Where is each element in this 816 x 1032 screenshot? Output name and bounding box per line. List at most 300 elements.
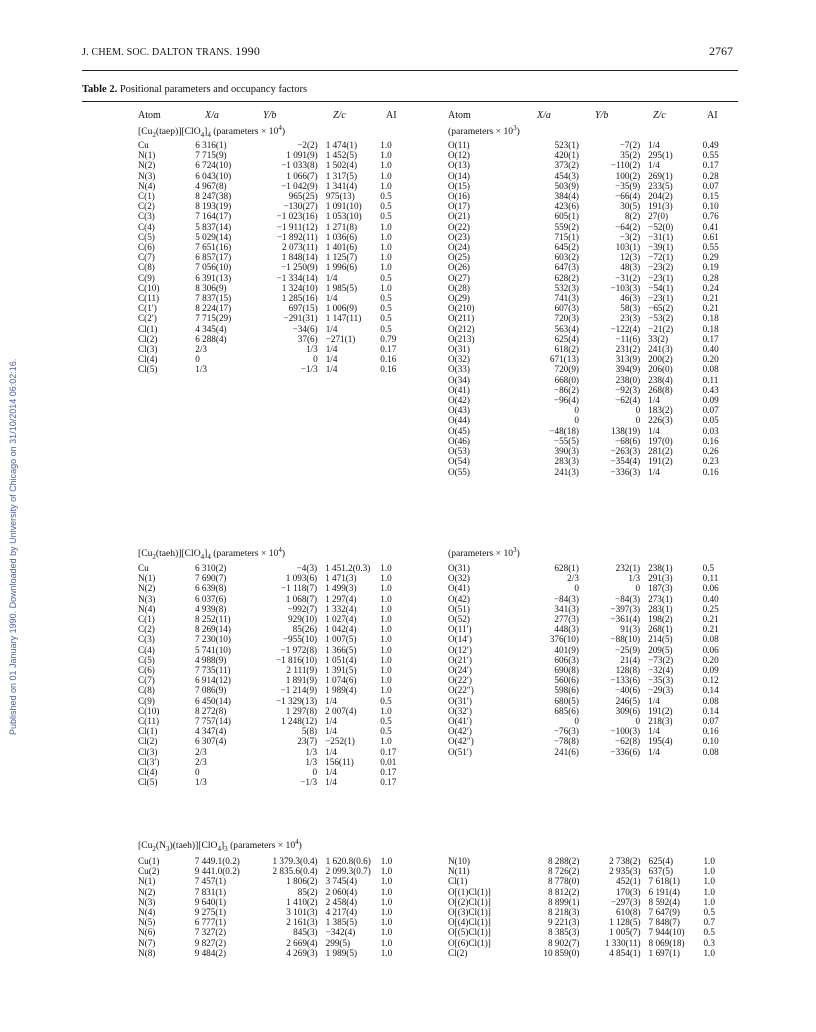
x-cell: 6 310(2) bbox=[194, 563, 227, 573]
atom-cell: N(4) bbox=[138, 180, 156, 191]
ai-cell: 0.08 bbox=[702, 364, 719, 375]
x-cell: 606(3) bbox=[554, 654, 579, 665]
z-cell: 241(3) bbox=[648, 344, 673, 355]
x-cell: 6 639(8) bbox=[194, 583, 227, 594]
table-row bbox=[448, 446, 724, 456]
ai-cell: 0.06 bbox=[702, 644, 719, 655]
section-title-taep-right bbox=[448, 124, 520, 137]
x-cell: 454(3) bbox=[554, 170, 579, 181]
z-cell: 1/4 bbox=[325, 293, 338, 304]
ai-cell: 0.61 bbox=[702, 231, 719, 242]
x-cell: 7 056(10) bbox=[195, 262, 232, 273]
y-cell: −66(4) bbox=[615, 191, 641, 202]
table-caption-text: Positional parameters and occupancy factors bbox=[119, 84, 308, 95]
x-cell: 559(2) bbox=[554, 221, 579, 232]
table-row bbox=[448, 573, 724, 583]
atom-cell: O(44) bbox=[448, 415, 470, 426]
x-cell: 628(2) bbox=[554, 272, 579, 283]
table-row bbox=[138, 887, 400, 897]
x-cell: 6 724(10) bbox=[195, 160, 232, 171]
z-cell: 1 474(1) bbox=[325, 140, 358, 150]
title-sup: 3 bbox=[513, 124, 517, 132]
table-row bbox=[448, 262, 724, 272]
z-cell: 1 036(6) bbox=[325, 231, 358, 242]
table-row bbox=[138, 614, 400, 624]
z-cell: 6 191(4) bbox=[648, 886, 680, 897]
z-cell: 1/4 bbox=[648, 425, 660, 436]
atom-cell: C(6) bbox=[138, 242, 155, 253]
z-cell: 273(1) bbox=[648, 593, 673, 604]
atom-cell: O(54) bbox=[448, 456, 470, 467]
z-cell: 291(3) bbox=[648, 573, 673, 584]
y-cell: −4(3) bbox=[296, 563, 318, 573]
z-cell: 8 069(18) bbox=[648, 937, 685, 948]
y-cell: 138(19) bbox=[611, 425, 641, 436]
table-row bbox=[138, 334, 400, 344]
table-row bbox=[138, 726, 400, 736]
atom-cell: O(32) bbox=[448, 354, 470, 365]
ai-cell: 0.17 bbox=[702, 333, 719, 344]
y-cell: −34(6) bbox=[292, 323, 318, 334]
x-cell: 2/3 bbox=[194, 746, 207, 757]
atom-cell: C(4) bbox=[138, 644, 155, 655]
x-cell: 8 247(38) bbox=[195, 191, 232, 202]
table-row bbox=[138, 757, 400, 767]
x-cell: 7 757(14) bbox=[194, 716, 231, 727]
atom-cell: Cu(1) bbox=[138, 856, 160, 866]
table-row bbox=[138, 948, 400, 958]
table-row bbox=[448, 856, 724, 866]
x-cell: 645(2) bbox=[554, 242, 579, 253]
ai-cell: 0.40 bbox=[702, 593, 719, 604]
col-ai-right: AI bbox=[707, 110, 718, 121]
z-cell: 198(2) bbox=[648, 614, 673, 625]
x-cell: 605(1) bbox=[554, 211, 579, 222]
running-header bbox=[82, 44, 260, 59]
title-part: )(taeh)][ClO bbox=[169, 840, 218, 852]
atom-cell: Cu bbox=[138, 563, 149, 573]
x-cell: 4 347(4) bbox=[194, 726, 227, 737]
ai-cell: 1.0 bbox=[703, 876, 715, 887]
title-part: (taeh)][ClO bbox=[155, 548, 201, 560]
atom-cell: O(11′) bbox=[448, 624, 472, 635]
z-cell: 1 385(5) bbox=[325, 917, 358, 928]
ai-cell: 0.5 bbox=[703, 927, 715, 938]
x-cell: 6 857(17) bbox=[195, 252, 232, 263]
table-row bbox=[448, 456, 724, 466]
z-cell: 1 697(1) bbox=[648, 947, 680, 958]
ai-cell: 0.08 bbox=[702, 746, 719, 757]
y-cell: −354(4) bbox=[610, 456, 641, 467]
y-cell: 2 073(11) bbox=[282, 242, 318, 253]
caption-rule bbox=[82, 101, 738, 102]
x-cell: 9 640(1) bbox=[194, 896, 227, 907]
atom-cell: N(1) bbox=[138, 573, 156, 584]
z-cell: −73(2) bbox=[648, 654, 674, 665]
atom-cell: N(1) bbox=[138, 876, 156, 887]
table-row bbox=[138, 747, 400, 757]
table-row bbox=[138, 222, 400, 232]
atom-cell: O(41) bbox=[448, 384, 470, 395]
ai-cell: 1.0 bbox=[703, 866, 715, 877]
x-cell: 6 450(14) bbox=[194, 695, 231, 706]
z-cell: 625(4) bbox=[648, 856, 674, 866]
atom-cell: O(12) bbox=[448, 150, 470, 161]
table-row bbox=[448, 604, 724, 614]
ai-cell: 1.0 bbox=[380, 856, 393, 866]
atom-cell: O(26) bbox=[448, 262, 470, 273]
y-cell: −62(8) bbox=[615, 736, 641, 747]
y-cell: 91(3) bbox=[620, 624, 641, 635]
col-x-left-text: X/a bbox=[205, 110, 219, 121]
y-cell: 0 bbox=[635, 583, 641, 594]
table-row bbox=[138, 364, 400, 374]
x-cell: 384(4) bbox=[554, 191, 579, 202]
col-x-right bbox=[537, 110, 551, 121]
title-part: (N bbox=[155, 840, 167, 852]
ai-cell: 0.49 bbox=[702, 140, 719, 150]
table-row bbox=[448, 364, 724, 374]
ai-cell: 0.11 bbox=[702, 573, 719, 584]
y-cell: −1 816(10) bbox=[275, 654, 318, 665]
title-part: (parameters × 10 bbox=[230, 840, 296, 852]
y-cell: 231(2) bbox=[615, 344, 641, 355]
x-cell: 680(5) bbox=[554, 695, 579, 706]
title-sup: 3 bbox=[513, 546, 517, 554]
z-cell: 7 618(1) bbox=[648, 876, 680, 887]
ai-cell: 0.21 bbox=[702, 624, 719, 635]
z-cell: 1 366(5) bbox=[325, 644, 357, 655]
table-row bbox=[138, 716, 400, 726]
table-row bbox=[448, 747, 724, 757]
ai-cell: 0.12 bbox=[702, 675, 719, 686]
atom-cell: C(11) bbox=[138, 293, 160, 304]
x-cell: 0 bbox=[574, 415, 579, 426]
atom-cell: O(32′) bbox=[448, 705, 472, 716]
table-n3-right bbox=[448, 856, 724, 958]
z-cell: −72(1) bbox=[648, 252, 674, 263]
x-cell: 523(1) bbox=[554, 140, 579, 150]
ai-cell: 0.5 bbox=[380, 201, 392, 212]
atom-cell: C(5) bbox=[138, 654, 155, 665]
title-sup: 4 bbox=[295, 838, 299, 846]
y-cell: 0 bbox=[313, 354, 318, 365]
table-row bbox=[448, 334, 724, 344]
title-sub: 4 bbox=[207, 131, 211, 140]
x-cell: 6 037(6) bbox=[194, 593, 227, 604]
z-cell: 1 027(4) bbox=[325, 614, 357, 625]
header-rule bbox=[82, 70, 738, 71]
z-cell: 214(5) bbox=[648, 634, 673, 645]
y-cell: 1 379.3(0.4) bbox=[272, 856, 318, 866]
table-row bbox=[138, 140, 400, 150]
x-cell: 7 831(1) bbox=[194, 886, 227, 897]
ai-cell: 0.55 bbox=[702, 242, 719, 253]
z-cell: 1 125(7) bbox=[325, 252, 358, 263]
title-part: [Cu bbox=[138, 548, 153, 560]
z-cell: 281(2) bbox=[648, 446, 673, 457]
y-cell: −336(3) bbox=[610, 466, 641, 477]
x-cell: 0 bbox=[574, 583, 579, 594]
y-cell: 1 091(9) bbox=[286, 150, 318, 161]
table-row bbox=[138, 181, 400, 191]
y-cell: −11(6) bbox=[615, 333, 641, 344]
z-cell: 3 745(4) bbox=[325, 876, 358, 887]
ai-cell: 0.16 bbox=[702, 726, 719, 737]
ai-cell: 1.0 bbox=[380, 907, 393, 918]
col-y-right-text: Y/b bbox=[595, 110, 609, 121]
y-cell: 1 005(7) bbox=[609, 927, 641, 938]
table-row bbox=[448, 696, 724, 706]
y-cell: 2 835.6(0.4) bbox=[272, 866, 318, 877]
ai-cell: 0.43 bbox=[702, 384, 719, 395]
ai-cell: 1.0 bbox=[703, 947, 715, 958]
table-row bbox=[138, 645, 400, 655]
x-cell: 690(8) bbox=[554, 665, 579, 676]
ai-cell: 0.3 bbox=[703, 937, 715, 948]
ai-cell: 0.16 bbox=[380, 364, 397, 375]
z-cell: −52(0) bbox=[648, 221, 674, 232]
atom-cell: C(8) bbox=[138, 262, 155, 273]
ai-cell: 0.5 bbox=[380, 323, 392, 334]
x-cell: 6 316(1) bbox=[195, 140, 227, 150]
table-row bbox=[448, 866, 724, 876]
atom-cell: O(42″) bbox=[448, 736, 474, 747]
x-cell: −96(4) bbox=[553, 395, 579, 406]
x-cell: 720(3) bbox=[554, 313, 579, 324]
atom-cell: O(46) bbox=[448, 435, 470, 446]
table-row bbox=[138, 777, 400, 787]
y-cell: 697(15) bbox=[288, 303, 318, 314]
table-row bbox=[448, 927, 724, 937]
ai-cell: 0.40 bbox=[702, 344, 719, 355]
x-cell: 7 837(15) bbox=[195, 293, 232, 304]
ai-cell: 0.17 bbox=[380, 767, 397, 778]
y-cell: 1 891(9) bbox=[285, 675, 318, 686]
y-cell: 35(2) bbox=[620, 150, 641, 161]
ai-cell: 0.76 bbox=[702, 211, 719, 222]
table-row bbox=[138, 344, 400, 354]
ai-cell: 0.23 bbox=[702, 456, 719, 467]
atom-cell: O(31) bbox=[448, 563, 470, 573]
x-cell: 9 484(2) bbox=[194, 947, 227, 958]
atom-cell: O(33) bbox=[448, 364, 470, 375]
title-part: ) bbox=[281, 126, 286, 138]
ai-cell: 0.10 bbox=[702, 201, 719, 212]
x-cell: 277(3) bbox=[554, 614, 579, 625]
y-cell: −1 033(8) bbox=[281, 160, 318, 171]
y-cell: 23(3) bbox=[620, 313, 641, 324]
x-cell: 8 306(9) bbox=[195, 282, 227, 293]
y-cell: 1 297(8) bbox=[285, 705, 318, 716]
y-cell: 4 269(3) bbox=[286, 947, 318, 958]
z-cell: 1 391(5) bbox=[325, 665, 357, 676]
ai-cell: 0.17 bbox=[380, 746, 397, 757]
table-row bbox=[448, 171, 724, 181]
atom-cell: C(9) bbox=[138, 695, 155, 706]
atom-cell: C(2′) bbox=[138, 313, 157, 324]
y-cell: −84(3) bbox=[615, 593, 641, 604]
z-cell: 299(5) bbox=[325, 937, 351, 948]
atom-cell: N(4) bbox=[138, 907, 156, 918]
z-cell: 1/4 bbox=[648, 726, 660, 737]
ai-cell: 0.14 bbox=[702, 685, 719, 696]
z-cell: 1 996(6) bbox=[325, 262, 358, 273]
table-row bbox=[448, 252, 724, 262]
y-cell: 452(1) bbox=[616, 876, 641, 887]
atom-cell: O(31′) bbox=[448, 695, 472, 706]
y-cell: 1 093(6) bbox=[285, 573, 318, 584]
x-cell: 6 914(12) bbox=[194, 675, 231, 686]
title-sub: 3 bbox=[166, 845, 170, 854]
atom-cell: C(2) bbox=[138, 201, 155, 212]
ai-cell: 0.5 bbox=[380, 272, 392, 283]
ai-cell: 0.5 bbox=[380, 313, 392, 324]
z-cell: 191(2) bbox=[648, 456, 673, 467]
ai-cell: 0.5 bbox=[380, 303, 392, 314]
title-sub: 2 bbox=[152, 131, 156, 140]
z-cell: 1/4 bbox=[325, 323, 338, 334]
ai-cell: 1.0 bbox=[380, 593, 392, 604]
z-cell: 187(3) bbox=[648, 583, 673, 594]
title-part: ) bbox=[281, 548, 286, 560]
z-cell: 1/4 bbox=[325, 354, 338, 365]
x-cell: −76(3) bbox=[553, 726, 579, 737]
y-cell: 232(1) bbox=[615, 563, 641, 573]
y-cell: 1 285(16) bbox=[281, 293, 318, 304]
atom-cell: O(12′) bbox=[448, 644, 472, 655]
ai-cell: 0.41 bbox=[702, 221, 719, 232]
table-row bbox=[138, 160, 400, 170]
y-cell: 37(6) bbox=[297, 333, 318, 344]
y-cell: −1 250(9) bbox=[281, 262, 318, 273]
x-cell: 741(3) bbox=[554, 293, 579, 304]
ai-cell: 1.0 bbox=[380, 896, 393, 907]
x-cell: 373(2) bbox=[554, 160, 579, 171]
col-x-left bbox=[205, 110, 219, 121]
col-atom-left: Atom bbox=[138, 110, 161, 121]
table-row bbox=[448, 160, 724, 170]
ai-cell: 0.10 bbox=[702, 736, 719, 747]
table-row bbox=[138, 354, 400, 364]
ai-cell: 0.06 bbox=[702, 583, 719, 594]
atom-cell: O(14′) bbox=[448, 634, 472, 645]
table-taep-left bbox=[138, 140, 400, 375]
x-cell: 8 778(0) bbox=[548, 876, 580, 887]
y-cell: −25(9) bbox=[615, 644, 641, 655]
ai-cell: 1.0 bbox=[380, 242, 392, 253]
table-row bbox=[138, 624, 400, 634]
atom-cell: O(25) bbox=[448, 252, 470, 263]
z-cell: 1/4 bbox=[648, 466, 660, 477]
atom-cell: C(7) bbox=[138, 675, 155, 686]
ai-cell: 1.0 bbox=[380, 736, 392, 747]
atom-cell: O(31) bbox=[448, 344, 470, 355]
title-sub: 4 bbox=[200, 131, 205, 140]
ai-cell: 0.21 bbox=[702, 303, 719, 314]
table-row bbox=[138, 211, 400, 221]
atom-cell: O[(6)Cl(1)] bbox=[448, 937, 491, 948]
ai-cell: 0.16 bbox=[380, 354, 397, 365]
ai-cell: 1.0 bbox=[380, 221, 392, 232]
z-cell: −23(1) bbox=[648, 272, 674, 283]
col-z-left-text: Z/c bbox=[333, 110, 346, 121]
atom-cell: O(24) bbox=[448, 242, 470, 253]
y-cell: 1 848(14) bbox=[281, 252, 318, 263]
ai-cell: 0.20 bbox=[702, 654, 719, 665]
table-row bbox=[138, 927, 400, 937]
y-cell: 170(3) bbox=[616, 886, 641, 897]
table-row bbox=[138, 876, 400, 886]
ai-cell: 0.28 bbox=[702, 170, 719, 181]
ai-cell: 0.5 bbox=[703, 907, 715, 918]
z-cell: 238(1) bbox=[648, 563, 673, 573]
x-cell: 376(10) bbox=[549, 634, 579, 645]
z-cell: −29(3) bbox=[648, 685, 674, 696]
z-cell: −54(1) bbox=[648, 282, 674, 293]
y-cell: 2 738(2) bbox=[609, 856, 641, 866]
title-part: ] bbox=[204, 548, 208, 560]
y-cell: −130(27) bbox=[283, 201, 318, 212]
z-cell: 1/4 bbox=[325, 272, 338, 283]
x-cell: 7 086(9) bbox=[194, 685, 227, 696]
ai-cell: 1.0 bbox=[380, 927, 393, 938]
x-cell: 7 651(16) bbox=[195, 242, 232, 253]
y-cell: 58(3) bbox=[620, 303, 641, 314]
ai-cell: 1.0 bbox=[380, 947, 393, 958]
x-cell: 532(3) bbox=[554, 282, 579, 293]
x-cell: 563(4) bbox=[554, 323, 579, 334]
y-cell: −992(7) bbox=[287, 603, 318, 614]
z-cell: 1 147(11) bbox=[325, 313, 362, 324]
z-cell: 1 471(3) bbox=[325, 573, 357, 584]
table-row bbox=[448, 303, 724, 313]
y-cell: 1 410(2) bbox=[286, 896, 318, 907]
z-cell: 7 944(10) bbox=[648, 927, 685, 938]
section-title-taeh-right bbox=[448, 546, 520, 559]
z-cell: 191(2) bbox=[648, 705, 673, 716]
atom-cell: Cl(1) bbox=[138, 726, 158, 737]
x-cell: −78(8) bbox=[553, 736, 579, 747]
atom-cell: O[(3)Cl(1)] bbox=[448, 907, 491, 918]
table-row bbox=[448, 594, 724, 604]
x-cell: 2/3 bbox=[194, 756, 207, 767]
x-cell: 7 327(2) bbox=[194, 927, 227, 938]
y-cell: 2 161(3) bbox=[286, 917, 318, 928]
table-row bbox=[138, 262, 400, 272]
ai-cell: 1.0 bbox=[380, 170, 392, 181]
col-z-right-text: Z/c bbox=[653, 110, 666, 121]
table-row bbox=[138, 634, 400, 644]
x-cell: 241(3) bbox=[554, 466, 579, 477]
table-row bbox=[138, 655, 400, 665]
atom-cell: N(3) bbox=[138, 896, 156, 907]
atom-cell: O(43) bbox=[448, 405, 470, 416]
y-cell: 5(8) bbox=[301, 726, 318, 737]
z-cell: −35(3) bbox=[648, 675, 674, 686]
z-cell: 269(1) bbox=[648, 170, 673, 181]
y-cell: 4 854(1) bbox=[609, 947, 641, 958]
atom-cell: Cl(3) bbox=[138, 746, 158, 757]
x-cell: 715(1) bbox=[554, 231, 579, 242]
table-row bbox=[138, 665, 400, 675]
atom-cell: O(23) bbox=[448, 231, 470, 242]
title-part: (parameters × 10 bbox=[448, 548, 514, 560]
y-cell: 100(2) bbox=[615, 170, 641, 181]
x-cell: 423(6) bbox=[554, 201, 579, 212]
x-cell: 598(6) bbox=[554, 685, 579, 696]
atom-cell: O(212) bbox=[448, 323, 475, 334]
